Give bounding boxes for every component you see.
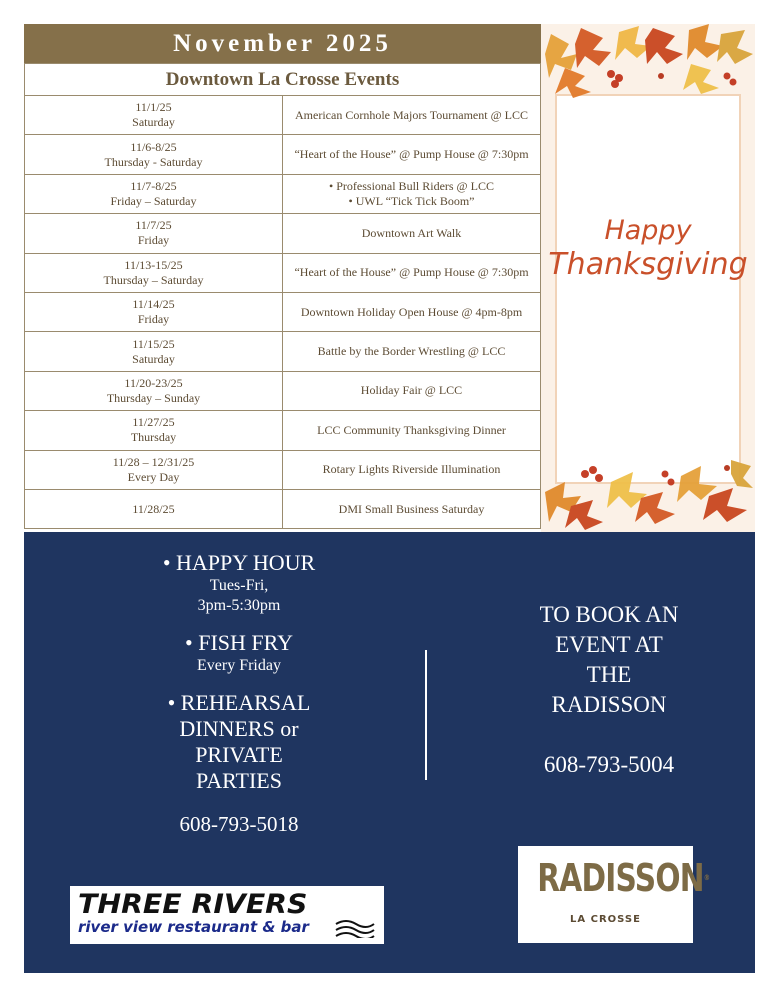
happy-hour-days: Tues-Fri, (209, 577, 269, 594)
event-date-cell (25, 253, 283, 292)
restaurant-phone: 608-793-5018 (179, 812, 299, 836)
thanksgiving-panel (541, 24, 755, 532)
table-row (25, 135, 541, 174)
booking-line3: THE (586, 662, 632, 687)
table-row (25, 450, 541, 489)
event-date: 11/20-23/25 (124, 375, 183, 390)
thanksgiving-frame (555, 94, 741, 484)
month-title: November 2025 (24, 24, 541, 63)
event-date: 11/27/25 (132, 415, 175, 430)
event-name-cell (283, 371, 541, 410)
info-panel (24, 532, 755, 973)
event-date-cell (25, 371, 283, 410)
autumn-leaves-icon (541, 452, 755, 532)
table-row (25, 411, 541, 450)
waves-icon (334, 918, 376, 938)
event-day: Thursday (130, 430, 177, 445)
three-rivers-tagline: river view restaurant & bar (78, 918, 309, 936)
rehearsal-line4: PARTIES (196, 768, 282, 793)
event-day: Friday (137, 312, 170, 327)
event-day: Friday (137, 233, 170, 248)
fish-fry-block (114, 630, 364, 676)
happy-hour-block (114, 550, 364, 616)
table-row (25, 96, 541, 135)
event-day: Thursday - Saturday (104, 154, 203, 169)
rehearsal-line2: DINNERS or (179, 716, 299, 741)
table-row (25, 332, 541, 371)
booking-info (489, 600, 729, 778)
booking-line1: TO BOOK AN (539, 602, 679, 627)
event-name: “Heart of the House” @ Pump House @ 7:30pm (294, 147, 529, 162)
table-row (25, 214, 541, 253)
event-date-cell (25, 96, 283, 135)
event-name-cell (283, 450, 541, 489)
fish-fry-title: • FISH FRY (185, 630, 293, 655)
event-name: • Professional Bull Riders @ LCC (329, 178, 494, 193)
greeting (541, 214, 755, 282)
event-name-cell (283, 214, 541, 253)
autumn-leaves-icon (541, 24, 755, 104)
rehearsal-block (114, 690, 364, 794)
table-row (25, 489, 541, 528)
booking-phone: 608-793-5004 (543, 752, 675, 777)
radisson-logo (518, 846, 710, 943)
event-date-cell (25, 489, 283, 528)
event-name: American Cornhole Majors Tournament @ LCC (295, 107, 528, 122)
event-name: Downtown Holiday Open House @ 4pm-8pm (300, 304, 523, 319)
table-row (25, 371, 541, 410)
rehearsal-line3: PRIVATE (195, 742, 283, 767)
event-date: 11/28 – 12/31/25 (112, 454, 195, 469)
event-date: 11/7/25 (135, 218, 172, 233)
rehearsal-line1: • REHEARSAL (167, 690, 311, 715)
event-day: Saturday (132, 115, 175, 130)
table-row (25, 253, 541, 292)
event-name-cell (283, 411, 541, 450)
event-date-cell (25, 214, 283, 253)
event-date: 11/28/25 (132, 501, 175, 516)
event-name: “Heart of the House” @ Pump House @ 7:30pm (294, 265, 529, 280)
radisson-city: LA CROSSE (570, 914, 641, 925)
event-date-cell (25, 411, 283, 450)
happy-hour-title: • HAPPY HOUR (162, 550, 316, 575)
event-name-cell (283, 489, 541, 528)
table-row (25, 292, 541, 331)
fish-fry-days: Every Friday (197, 657, 281, 674)
restaurant-info (114, 550, 364, 837)
table-row (25, 174, 541, 213)
event-date-cell (25, 135, 283, 174)
event-date: 11/15/25 (132, 336, 175, 351)
greeting-line1: Happy (604, 215, 692, 246)
events-table (24, 63, 541, 529)
event-date-cell (25, 292, 283, 331)
three-rivers-logo (70, 886, 384, 944)
event-date: 11/1/25 (135, 100, 172, 115)
event-date: 11/14/25 (132, 297, 175, 312)
event-name-cell (283, 135, 541, 174)
event-name: Holiday Fair @ LCC (360, 383, 463, 398)
column-divider (425, 650, 427, 780)
event-name-cell (283, 174, 541, 213)
greeting-line2: Thanksgiving (548, 247, 748, 282)
event-date: 11/6-8/25 (130, 139, 177, 154)
event-name: Downtown Art Walk (361, 225, 462, 240)
event-name: Rotary Lights Riverside Illumination (322, 462, 501, 477)
event-date-cell (25, 174, 283, 213)
event-day: Every Day (127, 469, 180, 484)
event-name-secondary: • UWL “Tick Tick Boom” (348, 193, 475, 208)
registered-mark: ® (703, 873, 710, 882)
event-date-cell (25, 332, 283, 371)
event-name-cell (283, 253, 541, 292)
event-day: Thursday – Sunday (106, 390, 201, 405)
event-date-cell (25, 450, 283, 489)
event-day: Friday – Saturday (110, 193, 197, 208)
event-name: Battle by the Border Wrestling @ LCC (317, 344, 506, 359)
event-date: 11/7-8/25 (130, 178, 177, 193)
three-rivers-name: THREE RIVERS (78, 889, 308, 920)
event-name: LCC Community Thanksgiving Dinner (317, 422, 506, 437)
events-heading: Downtown La Crosse Events (25, 64, 541, 96)
radisson-name: RADISSON® (537, 856, 710, 900)
event-day: Thursday – Saturday (103, 272, 204, 287)
event-name-cell (283, 96, 541, 135)
event-day: Saturday (132, 351, 175, 366)
event-name-cell (283, 292, 541, 331)
event-date: 11/13-15/25 (124, 257, 183, 272)
booking-line2: EVENT AT (555, 632, 663, 657)
booking-line4: RADISSON (551, 692, 667, 717)
event-name: DMI Small Business Saturday (338, 501, 485, 516)
event-name-cell (283, 332, 541, 371)
happy-hour-time: 3pm-5:30pm (197, 597, 281, 614)
